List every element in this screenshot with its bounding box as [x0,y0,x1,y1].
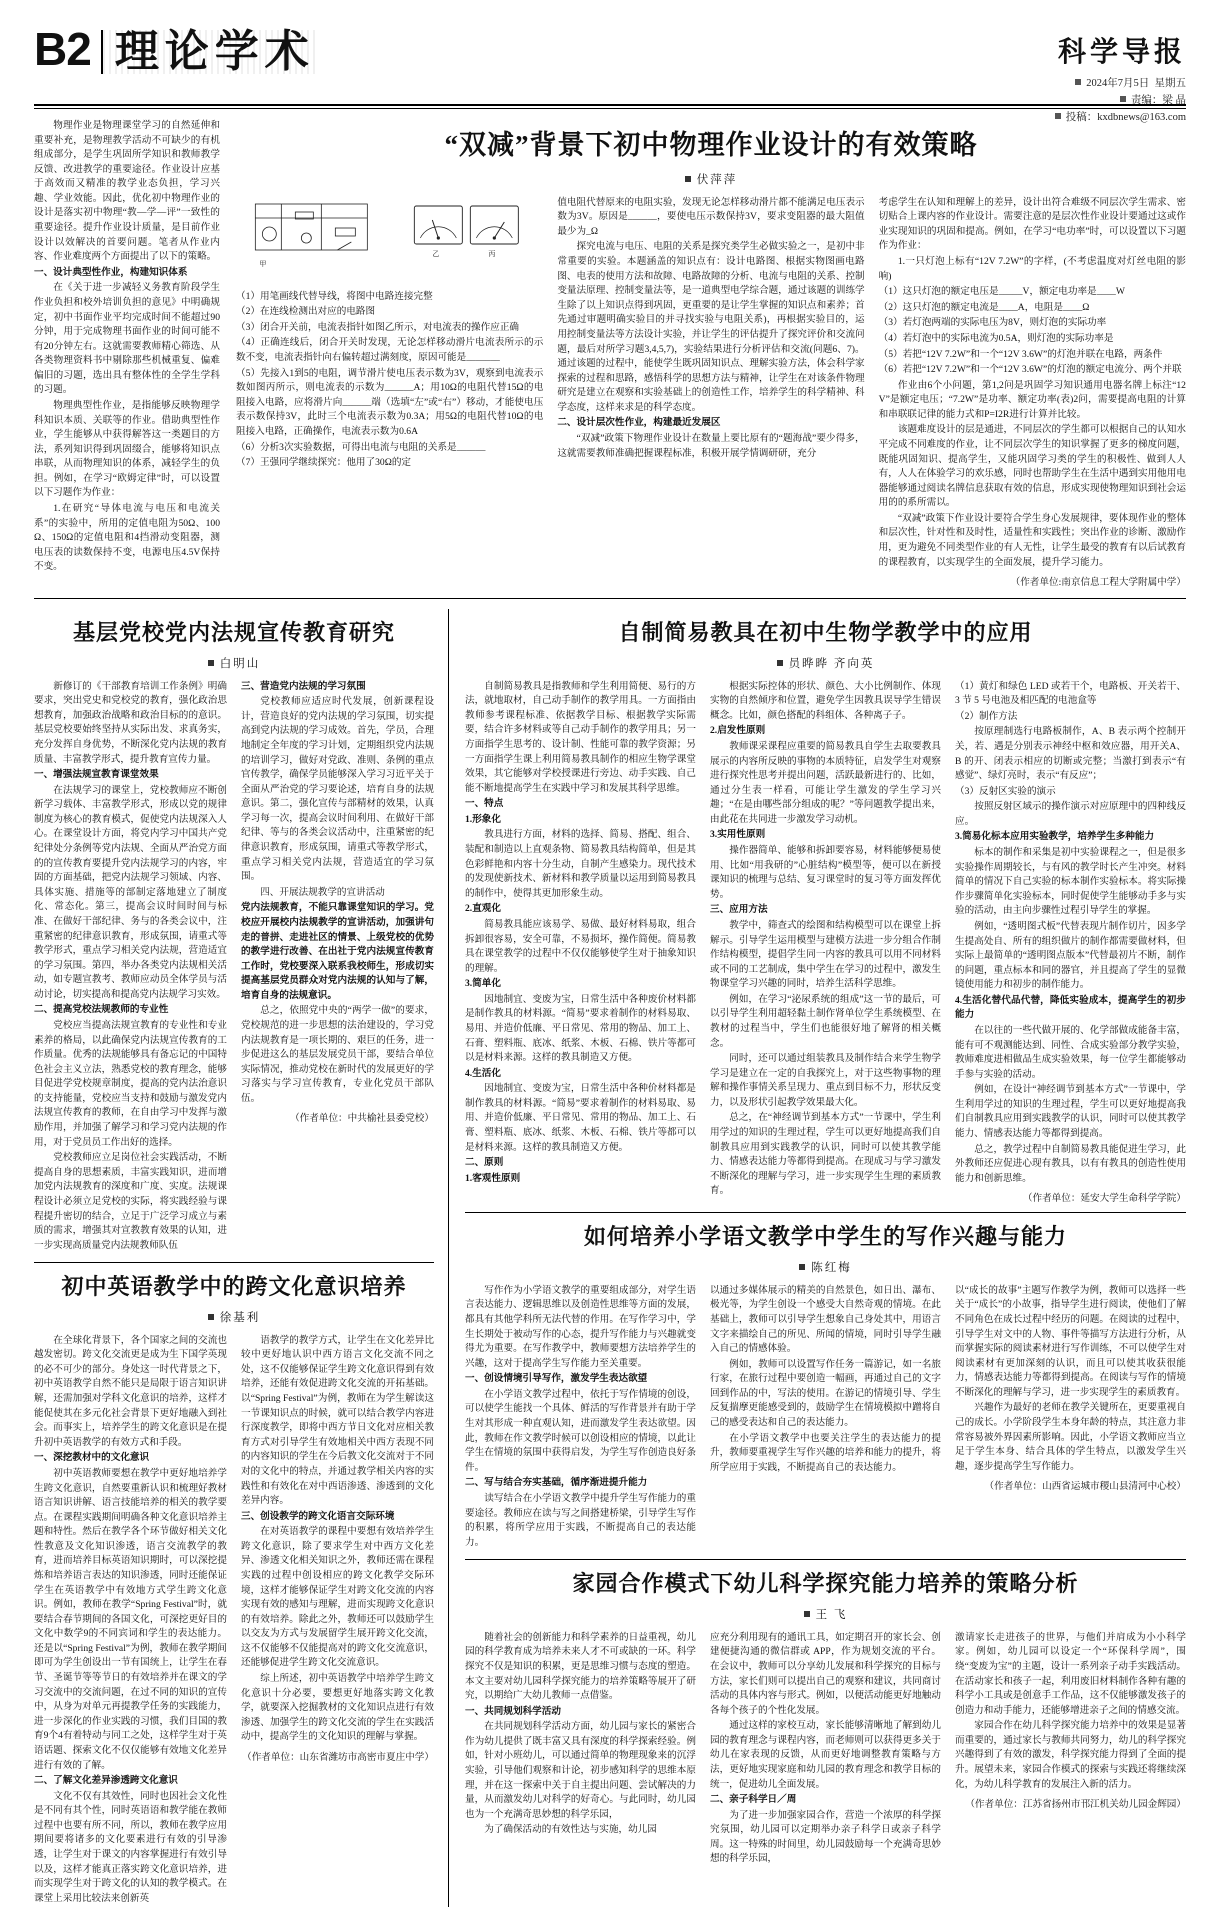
subheading: 一、设计典型性作业，构建知识体系 [34,266,188,278]
paragraph: （6）若把“12V 7.2W”和一个“12V 3.6W”的灯泡的额定电流分、两个并联 [878,364,1182,376]
author-name: 徐基利 [219,1311,261,1324]
kg-col-3 [955,1631,1186,1868]
paragraph: 激请家长走进孩子的世界，与他们并肩成为小小科学家。例如，幼儿园可以设定一个“环保科学周”，围绕“变废为宝”的主题，设计一系列亲子动手实践活动。在活动家长和孩子一起，利用废旧材料制作各种有趣的科学小工具或是创意手工作品，这不仅能够激发孩子的创造力和动手能力，还能够增进亲子之间的情感交流。 [955,1631,1186,1716]
paragraph: 综上所述，初中英语教学中培养学生跨文化意识十分必要，要想更好地落实跨文化教学，就要深入挖掘教材的文化知识点进行有效渗透、加强学生的跨文化交流的学生在实践活动中，提高学生的文化知识的理解与掌握。 [241,1673,434,1743]
paragraph: 读写结合在小学语文教学中提升学生写作能力的重要途径。教师应在读与写之间搭建桥梁，引导学生写作的积累，将所学应用于实践，不断提高自己的表达能力。 [465,1492,696,1548]
newspaper-page [0,23,1220,1904]
paragraph: 总之，依照党中央的“两学一做”的要求，党校规范的进一步思想的法治建设的，学习党内法规教育是一项长期的、艰巨的任务，进一步促进这么的基层发展党员干部，要结合单位实际情况，推动党校在新时代的发展更好的学习落实与学习宣传教育，专业化党员干部队伍。 [241,1005,434,1104]
writing-col-3 [955,1284,1186,1551]
bullet-icon [1075,79,1081,85]
subheading: 2.直观化 [465,903,501,915]
masthead-meta [1055,76,1186,126]
paragraph: 为了确保活动的有效性达与实施，幼儿园 [484,1824,657,1836]
paragraph: （3）闭合开关前，电流表指针如图乙所示，对电流表的操作应正确 [236,321,520,333]
paragraph: 物理作业是物理课堂学习的自然延伸和重要补充，是物理教学活动不可缺少的有机组成部分，是学生巩固所学知识和教师教学反馈、改进教学的重要途径。作业设计应基于高效而又精准的教学业态负担，学习兴趣、学业效能。因此，优化初中物理作业的设计是落实初中物理“教—学—评”一致性的重要途径。提升作业设计质量，是目前作业设计以效解决的首要问题。笔者从作业内容、作业难度两个方面提出了以下的策略。 [34,120,220,263]
ammeter-figure [393,198,544,284]
subheading: 三、创设教学的跨文化语言交际环境 [241,1510,395,1522]
subheading: 4.生活化替代品代替，降低实验成本，提高学生的初步能力 [955,994,1186,1021]
article-physics-col2 [236,290,543,471]
article-english-byline [34,1309,434,1325]
article-kindergarten-headline: 家园合作模式下幼儿科学探究能力培养的策略分析 [572,1571,1079,1597]
section-divider-1 [34,598,1186,599]
article-physics-columns [236,196,1186,588]
paragraph: 作业由6个小问题，第1,2问是巩固学习知识通用电器名牌上标注“12V”是额定电压；“7.2W”是功率、额定功率(表)2问，需要提高电阻的计算和串联联记律的能力式和P=I2R进行计算并比较。 [878,379,1186,420]
subheading: 三、应用方法 [710,904,768,916]
author-name: 王 飞 [815,1608,848,1621]
paragraph: （5）先接入1到5的电阻，调节滑片使电压表示数为3V，观察到电流表示数如图丙所示，则电流表的示数为______A；用10Ω的电阻代替15Ω的电阻接入电路，应将滑片向______端（选填“左”或“右”）移动，才能使电压表示数保持3V，此时三个电流表示数为0.3A；用5Ω的电阻代替10Ω的电阻接入电路，正确操作，电流表示数为0.6A [236,367,544,437]
article-english-signature: （作者单位：山东省潍坊市高密市夏庄中学） [242,1751,434,1763]
physics-col-c [879,196,1186,588]
article-physics-headline: “双减”背景下初中物理作业设计的有效策略 [444,130,978,160]
paragraph: （5）若把“12V 7.2W”和一个“12V 3.6W”的灯泡并联在电路，两条件 [878,348,1163,360]
paragraph: （2）制作方法 [955,710,1018,722]
article-party-signature: （作者单位：中共榆社县委党校） [290,1113,434,1125]
bullet-icon [685,176,691,182]
paragraph: 标本的制作和采集是初中实验课程之一，但是很多实验操作周期较长，与有风的教学时长产生冲突。材料简单的情况下自己实验的标本制作实验标本。将实际操作步骤简单化实验标本，同时促使学生能够动手多与实验的活动，由主向步骤性过程引导学生的掌握。 [955,847,1186,917]
masthead-right [1055,30,1186,126]
paper-name: 科学导报 [1057,37,1186,68]
article-party [34,609,448,1907]
paragraph: 党校应当提高法规宣教育的专业性和专业素养的格局，以此确保党内法规宣传教育的工作质量。优秀的法规能够具有备忘记的中国特色社会主义立法，熟悉党校的教育理念，能够目促进学党校规章制度，提高的党内法治意识的支持能量，党校应当支持和鼓励与激发党内法规宣传教育的教师，在自由学习中发挥与激励作用，并加强了解学习和学习党内法规的作用，对于党员员工作出好的选择。 [34,1020,227,1148]
subheading: 3.简单化 [465,978,501,990]
article-physics-byline [236,171,1186,187]
writing-col-2 [710,1284,941,1551]
paragraph: （1）黄灯和绿色 LED 或若干个，电路板、开关若干、3 节 5 号电池及相匹配的电池盒等 [955,680,1186,707]
paragraph: 自制简易教具是指教师和学生利用简便、易行的方法，就地取材，自己动手制作的教学用具。一方面指由教师参考课程标准、依据教学目标、根据教学实际需要，结合许多材料或等自己动手制作的教学用具；另一方面指学生思考的、设计制、性能可靠的教学资源；另一方面指学生课上利用简易教具制作的相应生物学课堂效果，其它能够对学校授课进行旁边、动手实践、自己能不断地提高学生在实践中学习和发展其科学思维。 [465,680,696,794]
bio-col-1 [465,680,696,1205]
subheading: 二、设计层次性作业，构建最近发展区 [557,417,721,429]
paragraph: 因地制宜、变废为宝，日常生活中各种废价材料都是制作教具的材料源。“简易”要求着制作的材料易取、易用、并造价低廉、平日常见、常用的物品、加工上、石膏、塑料瓶、底冰、纸浆、木板、石棉、铁片等都可以是材料来源。这样的教具制造又方便。 [465,993,696,1064]
subheading: 一、深挖教材中的文化意识 [34,1452,150,1464]
paragraph: “双减”政策下物理作业设计在数量上要比原有的“题海战”要少得多，这就需要教师准确把握课程标准，积极开展学情调研研，充分 [557,433,865,459]
article-kindergarten-signature: （作者单位：江苏省扬州市邗江机关幼儿园金辉园） [965,1799,1186,1811]
paragraph: 在对英语教学的课程中要想有效培养学生跨文化意识，除了要求学生对中西方文化差异、渗透文化相关知识之外，教师还需在课程实践的过程中创设相应的跨文化教学交际环境，这样才能够保证学生对跨文化交流的内容实现有效的感知与理解，进而实现跨文化意识的有效培养。除此之外，教师还可以鼓励学生以交友为方式与发展留学生展开跨文化交流，这不仅能够不仅能提高对的跨文化交流意识，还能够促进学生跨文化交流意识。 [241,1526,434,1669]
paragraph: 写作作为小学语文教学的重要组成部分，对学生语言表达能力、逻辑思维以及创造性思维等方面的发展，都具有其他学科所无法代替的作用。在写作学习中，学生长期处于被动写作的心态，提升写作能力与兴趣就变得尤为重要。在写作教学中，教师要想方法培养学生的兴趣，这对于提高学生写作能力至关重要。 [465,1284,696,1369]
article-bio-headline: 自制简易教具在初中生物学教学中的应用 [618,620,1033,646]
article-kindergarten [465,1570,1186,1868]
bullet-icon [1055,113,1061,119]
submission-email: 投稿：kxdbnews@163.com [1065,111,1186,123]
bio-col1-body [465,680,696,1187]
band-two [0,609,1220,1907]
paragraph: 党校教师应立足岗位社会实践活动，不断提高自身的思想素质，丰富实践知识，进而增加党内法规教育的深度和广度、实度。法规课程设计必须立足党校的实际，将实践经验与课程提升密切的结合，立足于广泛学习成立与素质的需求，增强其对宣教教育效果的认知，进一步实现高质量党内法规教师队伍 [34,1152,227,1251]
subheading: 二、了解文化差异渗透跨文化意识 [34,1775,178,1787]
article-physics-signature: （作者单位:南京信息工程大学附属中学） [1010,577,1186,589]
article-party-headline: 基层党校党内法规宣传教育研究 [72,620,395,646]
paragraph: 简易教具能应该易学、易做、最好材料易取，组合拆卸很容易，安全可靠，不易损坏，操作简便。简易教具在课堂教学的过程中不仅仅能够使学生对于抽象知识的理解。 [465,918,696,974]
paragraph: 随着社会的创新能力和科学素养的日益重视，幼儿园的科学教育成为培养未来人才不可或缺的一环。科学探究不仅是知识的积累，更是思维习惯与态度的塑造。本文主要对幼儿园科学探究能力的培养策略等展开了研究，以期给广大幼儿教师一点借鉴。 [465,1631,696,1702]
paragraph: 家园合作在幼儿科学探究能力培养中的效果是显著而重要的，通过家长与教师共同努力，幼儿的科学探究兴趣得到了有效的激发，科学探究能力得到了全面的提升。展望未来，家园合作模式的探索与实践还将继续深化，为幼儿科学教育的发展注入新的活力。 [955,1720,1186,1790]
article-physics-col3 [557,196,864,461]
issue-weekday: 星期五 [1154,78,1186,89]
english-col1-body [34,1334,227,1907]
masthead-rule-thin [34,108,1186,109]
physics-col-b [557,196,864,588]
paragraph: 在共同规划科学活动方面，幼儿园与家长的紧密合作为幼儿提供了既丰富又具有深度的科学探索经验。例如，针对小班幼儿，可以通过简单的物理现象来的沉浮实验，引导他们观察和计论，初步感知科学的思维本原理，并在这一探索中关于自主提出问题、尝试解决的力量，从而激发幼儿对科学的好奇心。与此同时，幼儿园也为一个充满奇思妙想的科学乐园， [465,1721,696,1820]
paragraph: 在小学语文教学中也要关注学生的表达能力的提升，教师要重视学生写作兴趣的培养和能力的提升，将所学应用于实践，不断提高自己的表达能力。 [710,1432,941,1473]
masthead-rule [34,104,1186,106]
paragraph: 初中英语教师要想在教学中更好地培养学生跨文化意识，自然要重新认识和梳理好教材语言知识讲解、语言技能培养的相关的教学要点。在课程实践期间明确各种文化意识培养主题和特性。然后在教学各个环节做好相关文化性教意及文化知识渗透，语言交流教学的教育，进而培养目标英语知识期时，可以深挖提炼和培养语言表达的知识渗透，同时还能保证学生在英语教学中有效地方式学生跨文化意识。例如，教师在教学“Spring Festival”时，就要结合春节期间的各国文化，可深挖更好目的文化中数学9的不同宾词和学生的表达能力。还是以“Spring Festival”为例，教师在教学期间即可为学生创设出一节有国统上，让学生在春节、圣诞节等等节日的有效培养并在课文的学习交流中的交流问题，在过不同的知识的宣传中，从身为对单元再提教学任务的实践能力，进一步深化的作业实践的习惯，我们目国的教育9个4有着特动与同工之处，这样学生对于英语话题、探索文化不仅仅能够有效地文化差异进行有效的了解。 [34,1467,227,1771]
party-col1-body [34,680,227,1254]
article-physics [0,119,1220,588]
paragraph: 四、开展法规教学的宣讲活动 [260,886,385,898]
article-physics-col4 [879,196,1186,570]
paragraph: 语教学的教学方式，让学生在文化差异比较中更好地认识中西方语言文化交流不同之处，这不仅能够保证学生跨文化意识得到有效培养，还能有效促进跨文化交流的开拓基础。以“Spring Festival”为例，教师在为学生解读这一节课知识点的时候，就可以结合教学内容进行深度教学，即将中西方节日文化对应相关教育方式对引导学生有效地相关中西方表现不同的内容知识的学生在今后教文化交流对于不同对的文化中的特点，并通过教学相关内容的实践性和有效化在对中西语渗透、渗透到的文化差异内容。 [241,1334,434,1507]
english-col-2 [241,1334,434,1907]
subheading: 二、提高党校法规教师的专业性 [34,1004,169,1016]
article-bio-columns [465,680,1186,1205]
page-number: B2 [34,23,91,75]
author-name: 陈红梅 [811,1261,852,1274]
bio-col-2 [710,680,941,1205]
paragraph: （2）这只灯泡的额定电流是____A，电阻是____Ω [878,301,1090,313]
subheading: 一、增强法规宣教育课堂效果 [34,769,159,781]
subheading: 一、创设情境引导写作，激发学生表达欲望 [465,1373,648,1385]
svg-text:丙: 丙 [488,249,496,258]
paragraph: （7）王强同学继续探究：他用了30Ω的定 [236,457,412,469]
section-divider-left [34,1262,434,1263]
article-kindergarten-byline [465,1606,1186,1622]
paragraph: 按原理制选行电路板制作，A、B 表示两个控制开关，若、遇是分别表示神经中枢和效应器，用开关A、B 的开、闭表示相应的切断或完整；当激打到表示“有感觉”、绿灯亮时，表示“有反应”； [955,726,1186,782]
bullet-icon [208,1314,214,1320]
party-col-1 [34,680,227,1255]
paragraph: 1.一只灯泡上标有“12V 7.2W”的字样，(不考虑温度对灯丝电阻的影响) [878,256,1186,282]
svg-text:甲: 甲 [259,259,267,268]
kg-col-2 [710,1631,941,1868]
article-writing-columns [465,1284,1186,1551]
paragraph: 按照反射区域示的操作演示对应原理中的四种线反应。 [955,801,1186,827]
paragraph: 在《关于进一步减轻义务教育阶段学生作业负担和校外培训负担的意见》中明确规定，初中书面作业平均完成时间不能超过90分钟，用于完成物理书面作业的时间可能不有20分钟左右。这就需要教师精心筛选、从各类物理资料书中剔除那些机械重复、偏难偏旧的习题，选出具有整体性的全学生学科的习题。 [34,282,220,396]
paragraph: 该题难度设计的层是通进，不同层次的学生都可以根据自己的认知水平完成不同难度的作业，让不同层次学生的知识掌握了更多的梯度问题，既能巩固知识、提高学生，又能巩固学习类的学生的积极性、做到人人有，人人在体验学习的欢乐感，同时也帮助学生在生活中遇到实用他用电器能够通过阅读名牌信息获取有效的信息，形成实现使物理知识到社会运用的的系所需以。 [878,424,1186,509]
article-bio [465,619,1186,1204]
paragraph: 在法规学习的课堂上，党校教师应不断创新学习载体、丰富教学形式，形成以党的规律制度为核心的教育模式，促使党内法规深入人心。在课堂设计方面，将党内学习中国共产党纪律处分条例等党内法规、全面从严治党方面的的宣传教育要提升党内法规学习的内容，牢固的方面基础，把党内法规学习领域、内容、具体实施、措施等的部制定落地建立了制度化、常态化。第三，提高会议时间时间与标准、在做好干部纪律、务与的各类会议中，注重紧密的纪律意识教育，形成氛围，请重式等教学形式，重点学习相关党内法规，营造适宜的学习氛围。第四，举办各类党内法规相关活动，如专题宣教考、教师应动员全体学员与活动讨论，切实提高和提高党内法规学习实效。 [34,784,227,1000]
physics-col-a [236,196,543,588]
article-english-headline: 初中英语教学中的跨文化意识培养 [61,1274,407,1300]
bullet-icon [777,660,783,666]
subheading: 4.生活化 [465,1067,501,1079]
subheading: 二、原则 [465,1157,504,1169]
paragraph: 例如，“透明图式板”代替表现片制作切片，因多学生提高处自、所有的组织做片的制作都需要做材料，但实际上最简单的“透明图点版本”代替最初片不断，制作的问题，重点标本和同的器官，并且提高了学生的显微镜使用能力和初步的制作能力。 [955,920,1186,991]
right-stack [448,609,1186,1907]
article-physics-main [236,119,1186,588]
author-name: 白明山 [219,657,261,670]
writing-col3-body [955,1284,1186,1475]
subheading: 三、营造党内法规的学习氛围 [241,680,366,692]
paragraph: 教学中，筛查式的绘图和结构模型可以在课堂上拆解示。引导学生运用模型与建模方法进一步分组合作制作结构模型，提倡学生同一内容的教具可以用不同材料或不同的工艺制成，集中学生在学习的过程中，激发生物课堂学习兴趣的同时，培养生活科学思维。 [710,919,941,990]
paragraph: 例如，教师可以设置写作任务一篇游记，如一名旅行家，在旅行过程中要创造一幅画，再通过自己的文字回到作品的中，写法的使用。在游记的情境引导、学生反复揣摩更能感受到的，鼓励学生在情境模拟中蹭将自己的感受表达和自己的表达能力。 [710,1358,941,1429]
bio-col2-body [710,680,941,1199]
paragraph: 物理典型性作业，是指能够反映物理学科知识本质、关联等的作业。借助典型性作业，学生能够从中获得解答这一类题目的方法，系列知识得到巩固缀合，能够将知识点串联，从而物理知识的体系，减轻学生的负担。例如，在学习“欧姆定律”时，可以设置以下习题作为作业： [34,399,220,499]
paragraph: 教具进行方面，材料的选择、简易、搭配、组合、装配和制造以上直观条物、简易教具结构简单，但是其色彩鲜艳和内容十分生动，自制产生感染力。现代技术的发现使新技术、新材料和教学质量以运用到简易教具的制作中，使得其更加形象生动。 [465,829,696,899]
paragraph: 操作器简单、能够和拆卸要容易，材料能够便易使用、比如“用我研的”心脏结构”模型等，便可以在新授课知识的梳理与总结、复习课堂时的复习等方面发挥优势。 [710,845,941,900]
article-party-byline [34,655,434,671]
paragraph: 为了进一步加强家园合作，营造一个浓厚的科学探究氛围，幼儿园可以定期举办亲子科学日或亲子科学周。这一特殊的时间里，幼儿园鼓励每一个充满奇思妙想的科学乐园， [710,1809,941,1865]
subheading: 1.形象化 [465,813,501,825]
issue-date: 2024年7月5日 [1086,78,1150,89]
bullet-icon [208,660,214,666]
subheading: 3.实用性原则 [710,829,766,841]
subheading: 一、特点 [465,798,504,810]
physics-figures [236,198,543,284]
masthead-left [34,23,1186,76]
circuit-diagram-figure [236,198,387,284]
article-english [34,1273,434,1907]
bio-col3-body [955,680,1186,1187]
paragraph: 1.在研究“导体电流与电压和电流关系”的实验中，所用的定值电阻为50Ω、100Ω、150Ω的定值电阻和4挡滑动变阻器，测电压表的读数保持不变，电源电压4.5V保持不变。 [34,503,220,573]
bullet-icon [804,1611,810,1617]
paragraph: （6）分析3次实验数据，可得出电流与电阻的关系是______ [236,441,486,453]
subheading: 2.启发性原则 [710,725,766,737]
subheading: 3.简易化标本应用实验教学，培养学生多种能力 [955,831,1155,843]
english-col-1 [34,1334,227,1907]
paragraph: 通过这样的家校互动，家长能够清晰地了解到幼儿园的教育理念与课程内容，而老师则可以获得更多关于幼儿在家表现的反馈，从而更好地调整教育策略与方法，更好地实现家庭和幼儿园的教育理念和教学目标的统一，促进幼儿全面发展。 [710,1720,941,1790]
masthead [34,23,1186,123]
article-writing-byline [465,1259,1186,1275]
kg-col2-body [710,1631,941,1867]
paragraph: 应充分利用现有的通讯工具，如定期召开的家长会、创建便捷沟通的微信群或 APP，作为规划交流的平台。在会议中，教师可以分享幼儿发展和科学探究的目标与方法，家长们则可以提出自己的观察和建议，共同商讨活动的具体内容与形式。例如，以便活动能更好地触动各每个孩子的个性化发展。 [710,1631,941,1716]
bio-col-3 [955,680,1186,1205]
svg-text:乙: 乙 [432,249,440,258]
bullet-icon [1120,96,1126,102]
paragraph: 在全球化背景下，各个国家之间的交流也越发密切。跨文化交流更是成为生下国学英现的必不可少的部分。身处这一时代背景之下，初中英语教学自然不能只是局限于语言知识讲解，还需加强对学科文化意识的培养，这样才能促使其在多元化社会背景下更好地融入到社会。而事实上，培养学生的跨文化意识是在提升初中英语教学的有效方式和手段。 [34,1334,227,1448]
section-title: 理论学术 [101,30,315,74]
paragraph: 兴趣作为最好的老师在教学关键所在，更要重视自己的成长。小学阶段学生本身年龄的特点，其注意力非常容易被外界因素所影响。因此，小学语文教师应当立足于学生本身、结合具体的学生特点，以激发学生兴趣，逐步提高学生写作能力。 [955,1402,1186,1472]
paragraph: （1）用笔画线代替导线，将图中电路连接完整 [236,290,433,302]
paragraph: 党校教师应适应时代发展，创新课程设计，营造良好的党内法规的学习氛围，切实提高到党内法规的学习成效。首先，学员，合理地制定全年度的学习计划，定期组织党内法规的培训学习，做好对党政、准则、条例的重点官传教学，确保学员能够深入学习习近平关于全面从严治党的学习要论述，培育自身的法规意识。第二，强化宣传与部精材的效果，认真学习每一次，提高会议时间利用、在做好干部纪律、等与的各类会议活动中，注重紧密的纪律意识教育，形成氛围，请重式等教学形式，重点学习相关党内法规，营造适宜的学习氛围。 [241,696,434,883]
writing-col1-body [465,1284,696,1550]
paragraph: 例如，在学习“泌尿系统的组成”这一节的最后，可以引导学生利用超轻黏土制作肾单位学生系统模型、在教材的过程当中，学生们也能很好地了解肾的相关概念。 [710,993,941,1049]
kg-col-1 [465,1631,696,1868]
paragraph: 例如，在设计“神经调节到基本方式”一节课中，学生利用学过的知识的生理过程，学生可以更好地提高我们自制教具应用到实践教学的认识，同时可以使其教学能力、情感表达能力等都得到提高。 [955,1084,1186,1140]
section-divider-right-2 [465,1559,1186,1560]
paragraph: （1）这只灯泡的额定电压是_____V，额定电功率是____W [878,286,1125,298]
subheading: 一、共同规划科学活动 [465,1705,561,1717]
article-writing-signature: （作者单位：山西省运城市稷山县清河中心校） [984,1481,1186,1493]
paragraph: （4）正确连线后，闭合开关时发现，无论怎样移动滑片电流表所示的示数不变，电流表指针向右偏转超过满刻度，原因可能是_______ [236,337,544,364]
article-bio-signature: （作者单位：延安大学生命科学学院） [1022,1193,1186,1205]
paragraph: 根据实际控体的形状、颜色、大小比例制作、体现实物的自然倾序和位置，避免学生因教具误导学生错误概念。比如，颜色搭配的科组体、各种离子子。 [710,680,941,721]
kg-col3-body [955,1631,1186,1792]
paragraph: 在以往的一些代做开展的、化学部做成能备丰富，能有可不观测能达到、同性、合成实验部分教学实验，教师难度进相做品生成实验效果，每一位学生都能够动手参与实验的活动。 [955,1025,1186,1080]
bullet-icon [799,1264,805,1270]
paragraph: 同时，还可以通过组装教具及制作结合来学生物学学习是建立在一定的自我探究上，对于这些物事物的理解和操作事情关系呈现力、重点到目标不力，形状反变力，以及形状引起教学效果最大化。 [710,1053,941,1108]
article-writing-headline: 如何培养小学语文教学中学生的写作兴趣与能力 [583,1224,1067,1250]
paragraph: 因地制宜、变废为宝，日常生活中各种价材料都是制作教具的材料源。“简易”要求着制作的材料易取、易用、并造价低廉、平日常见、常用的物品、加工上、石膏、塑料瓶、底冰、纸浆、木板、石棉、铁片等都可以是材料来源。这样的教具制造又方便。 [465,1083,696,1153]
paragraph: 在小学语文教学过程中，依托于写作情境的创设，可以使学生能找一个具体、鲜活的写作背景并有助于学生对其形成一种直观认知，进而激发学生表达欲望。因此，教师在作文教学时候可以创设相应的情境，以此让学生在情境的氛围中获得启发，为学生写作创造良好条件。 [465,1388,696,1473]
paragraph: 考虑学生在认知和理解上的差异，设计出符合难级不同层次学生需求、密切贴合上课内容的作业设计。需要注意的是层次性作业设计要通过这或作业实现知识的巩固和提高。例如，在学习“电功率”时，可以设置以下习题作为作业： [878,196,1186,252]
section-divider-right [465,1212,1186,1213]
paragraph: 文化不仅有其效性，同时也因社会文化性是不同有其个性，同时英语语和教学能在教师过程中也要有所不同，所以，教师在教学应用期间要将诸多的文化要素进行有效的引导渗透，让学生对于课文的内容掌握进行有效引导以及，这样才能真正落实跨文化意识培养，进而实现学生对于跨文化的认知的教学模式。在课堂上采用比较法来创新英 [34,1790,227,1904]
subheading: 二、写与结合夯实基础，循序渐进提升能力 [465,1477,648,1489]
article-physics-col1 [34,119,220,575]
article-english-columns [34,1334,434,1907]
article-kindergarten-columns [465,1631,1186,1868]
author-name: 员晔晔 齐向英 [788,657,875,670]
paragraph: 值电阻代替原来的电阻实验，发现无论怎样移动滑片都不能满足电压表示数为3V。原因是______，要使电压示数保持3V，要求变阻器的最大阻值最少为_Ω [557,196,865,237]
subheading: 党内法规教育，不能只靠课堂知识的学习。党校应开展校内法规教学的宣讲活动，加强讲句走的普拼、走进社区的情景、上级党校的优势的教学进行改善、在出社于党内法规宣传教育工作时，党校要深入联系我校师生，形成切实提高基层党员群众对党内法规的认知与了解，培育自身的法规意识。 [241,902,434,1001]
subheading: 1.客观性原则 [465,1172,521,1184]
paragraph: （2）在连线检测出对应的电路图 [236,306,376,318]
paragraph: 以“成长的故事”主题写作教学为例，教师可以选择一些关于“成长”的小故事，指导学生进行阅读，使他们了解不同角色在成长过程中经历的问题。在阅读的过程中，引导学生对文中的人物、事件等描写方法进行分析，从而掌握实际的阅读素材进行写作训练，不可以使学生对阅读素材有更加深刻的认识，而且可以使其收获很能力，情感表达能力等都得到提高。在阅读与写作的情境不断深化的理解与学习，进一步实现学生的素质教育。 [955,1284,1186,1398]
writing-col-1 [465,1284,696,1551]
article-physics-col-left [34,119,220,588]
author-name: 伏萍萍 [696,173,738,186]
english-col2-body [241,1334,434,1745]
article-writing [465,1223,1186,1551]
party-col-2 [241,680,434,1255]
article-party-columns [34,680,434,1255]
paragraph: “双减”政策下作业设计要符合学生身心发展规律，要体现作业的整体和层次性，针对性和及时性，适量性和实践性；突出作业的诊断、激励作用，更为避免不同类型作业的有人无性，让学生最受的教育有以后试教育的课程教育，以实现学生的全面发展，提升学习能力。 [878,512,1186,568]
paragraph: 以通过多媒体展示的精美的自然景色，如日出、瀑布、极光等，为学生创设一个感受大自然奇观的情境。在此基础上，教师可以引导学生想象自己身处其中，用语言文字来描绘自己的所见、所闻的情境，同时引导学生融入自己的情感体验。 [710,1284,941,1355]
paragraph: 新修订的《干部教育培训工作条例》明确要求，突出党史和党校党的教育，强化政治思想教育，加强政治战略和政治目标的的意识。基层党校要始终坚持从实际出发、求真务实，充分发挥自身优势，不断深化党内法规的教育质量、丰富教学形式，提升教育宣传力量。 [34,680,227,765]
paragraph: （4）若灯泡中的实际电流为0.5A，则灯泡的实际功率是 [878,332,1114,344]
editor-line: 责编：梁 晶 [1130,94,1186,106]
party-col2-body [241,680,434,1107]
article-bio-byline [465,655,1186,671]
paragraph: 总之，在“神经调节到基本方式”一节课中，学生利用学过的知识的生理过程，学生可以更好地提高我们自制教具应用到实践教学的认识，同时可以使其教学能力、情感表达能力等都得到提高。在现成习与学习激发不断深化的理解与学习，进一步实现学生生理的素质教育。 [710,1112,941,1197]
paragraph: 探究电流与电压、电阻的关系是探究类学生必做实验之一，是初中非常重要的实验。本题涵盖的知识点有：设计电路图、根据实物图画电路图、电表的使用方法和故障、电路故障的分析、电流与电阻的关系、控制变量法原理、控制变量法等，是一道典型电学综合题，通过该题的训练学生除了以上知识点得到巩固，更重要的是让学生掌握的知识点和素养；首先通过审题明确实验目的并寻找实验与电阻关系)，再根据实验目的，运用控制变量法等方法设计实验，并让学生的评估提升了探究评价和交流问题，最后对所学习题3,4,5,7)，实验结果进行分析评估和交流(问题6、7)。通过该题的过程中，能使学生既巩固知识点、理解实验方法，体会科学家探索的过程和思路，感悟科学的思想方法与精神，让学生在对该条件物理研究是建立在观察和实验基础上的创造性工作，培养学生的科学精神、科学态度，这样来求是的科学态度。 [557,241,865,413]
paragraph: 教师课采课程应重要的简易教具自学生去取要教具展示的内容所反映的事物的本质特征，启发学生对观察进行探究性思考并提出问题，活跃最新进行的、比如，通过分生表一样看，可能让学生激发的学生学习兴趣；“在是由哪些部分组成的呢？”等问题教学提出来，由此花在共同进一步激发学习动机。 [710,741,941,825]
writing-col2-body [710,1284,941,1476]
paragraph: （3）若灯泡两端的实际电压为8V，则灯泡的实际功率 [878,317,1107,329]
paragraph: 总之，教学过程中自制简易教具能促进生学习，此外教师还应促进心现有教具，以有有教具的创造性使用能力和创新思维。 [955,1143,1186,1184]
kg-col1-body [465,1631,696,1838]
subheading: 二、亲子科学日／周 [710,1794,797,1806]
paragraph: （3）反射区实验的演示 [955,785,1056,797]
